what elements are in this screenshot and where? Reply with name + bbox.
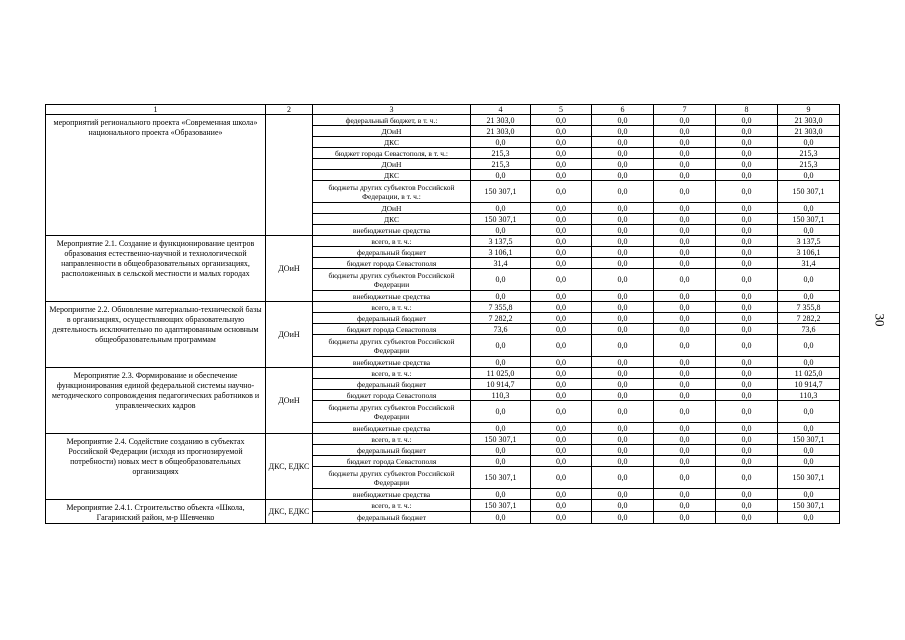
amount-cell: 0,0	[654, 126, 716, 137]
amount-cell: 11 025,0	[471, 368, 531, 379]
funding-source: внебюджетные средства	[313, 225, 471, 236]
amount-cell: 0,0	[654, 445, 716, 456]
funding-source: бюджет города Севастополя	[313, 258, 471, 269]
amount-cell: 0,0	[471, 357, 531, 368]
amount-cell: 0,0	[531, 489, 592, 500]
amount-cell: 0,0	[654, 225, 716, 236]
amount-cell: 0,0	[592, 214, 654, 225]
amount-cell: 0,0	[778, 456, 840, 467]
responsible-org	[266, 115, 313, 236]
amount-cell: 0,0	[592, 368, 654, 379]
amount-cell: 0,0	[531, 434, 592, 445]
amount-cell: 0,0	[716, 467, 778, 489]
amount-cell: 0,0	[716, 335, 778, 357]
amount-cell: 0,0	[716, 302, 778, 313]
amount-cell: 7 282,2	[778, 313, 840, 324]
measure-name: Мероприятие 2.4.1. Строительство объекта «Школа, Гагаринский район, м-р Шевченко	[46, 500, 266, 524]
amount-cell: 0,0	[716, 115, 778, 126]
amount-cell: 0,0	[592, 137, 654, 148]
amount-cell: 0,0	[592, 379, 654, 390]
measure-name: мероприятий регионального проекта «Современная школа» национального проекта «Образование»	[46, 115, 266, 236]
amount-cell: 0,0	[716, 489, 778, 500]
amount-cell: 0,0	[592, 225, 654, 236]
amount-cell: 0,0	[531, 512, 592, 524]
funding-source: федеральный бюджет	[313, 379, 471, 390]
amount-cell: 0,0	[716, 434, 778, 445]
amount-cell: 0,0	[778, 357, 840, 368]
funding-source: федеральный бюджет	[313, 512, 471, 524]
amount-cell: 0,0	[471, 489, 531, 500]
table-row	[46, 434, 840, 445]
header-cell: 1	[46, 105, 266, 115]
amount-cell: 150 307,1	[471, 467, 531, 489]
amount-cell: 0,0	[531, 258, 592, 269]
amount-cell: 0,0	[654, 214, 716, 225]
amount-cell: 3 137,5	[471, 236, 531, 247]
amount-cell: 0,0	[654, 247, 716, 258]
amount-cell: 0,0	[592, 269, 654, 291]
amount-cell: 0,0	[531, 181, 592, 203]
amount-cell: 150 307,1	[778, 434, 840, 445]
amount-cell: 3 106,1	[778, 247, 840, 258]
amount-cell: 7 355,8	[471, 302, 531, 313]
funding-source: федеральный бюджет, в т. ч.:	[313, 115, 471, 126]
amount-cell: 215,3	[471, 148, 531, 159]
amount-cell: 0,0	[531, 390, 592, 401]
amount-cell: 0,0	[716, 401, 778, 423]
responsible-org: ДКС, ЕДКС	[266, 500, 313, 524]
funding-source: бюджеты других субъектов Российской Федерации, в т. ч.:	[313, 181, 471, 203]
amount-cell: 0,0	[654, 467, 716, 489]
amount-cell: 0,0	[716, 445, 778, 456]
responsible-org: ДКС, ЕДКС	[266, 434, 313, 500]
header-cell: 4	[471, 105, 531, 115]
amount-cell: 0,0	[716, 181, 778, 203]
amount-cell: 0,0	[531, 401, 592, 423]
header-cell: 8	[716, 105, 778, 115]
amount-cell: 7 355,8	[778, 302, 840, 313]
amount-cell: 0,0	[654, 390, 716, 401]
amount-cell: 150 307,1	[471, 214, 531, 225]
amount-cell: 0,0	[471, 445, 531, 456]
amount-cell: 0,0	[592, 247, 654, 258]
amount-cell: 0,0	[716, 291, 778, 302]
amount-cell: 0,0	[778, 170, 840, 181]
amount-cell: 0,0	[654, 269, 716, 291]
amount-cell: 0,0	[531, 302, 592, 313]
funding-source: федеральный бюджет	[313, 247, 471, 258]
amount-cell: 0,0	[531, 379, 592, 390]
amount-cell: 0,0	[531, 225, 592, 236]
amount-cell: 21 303,0	[778, 115, 840, 126]
amount-cell: 150 307,1	[778, 500, 840, 512]
amount-cell: 0,0	[592, 434, 654, 445]
funding-source: всего, в т. ч.:	[313, 434, 471, 445]
amount-cell: 0,0	[654, 335, 716, 357]
amount-cell: 0,0	[531, 368, 592, 379]
amount-cell: 0,0	[716, 126, 778, 137]
amount-cell: 0,0	[592, 258, 654, 269]
amount-cell: 150 307,1	[778, 214, 840, 225]
amount-cell: 31,4	[778, 258, 840, 269]
amount-cell: 0,0	[531, 247, 592, 258]
amount-cell: 0,0	[592, 159, 654, 170]
funding-source: бюджеты других субъектов Российской Федерации	[313, 467, 471, 489]
amount-cell: 0,0	[654, 357, 716, 368]
amount-cell: 0,0	[471, 291, 531, 302]
amount-cell: 0,0	[531, 313, 592, 324]
amount-cell: 0,0	[592, 401, 654, 423]
amount-cell: 7 282,2	[471, 313, 531, 324]
amount-cell: 0,0	[531, 500, 592, 512]
table-row	[46, 500, 840, 512]
amount-cell: 0,0	[716, 148, 778, 159]
amount-cell: 0,0	[592, 203, 654, 214]
amount-cell: 0,0	[531, 170, 592, 181]
amount-cell: 150 307,1	[471, 434, 531, 445]
amount-cell: 0,0	[716, 159, 778, 170]
amount-cell: 0,0	[654, 512, 716, 524]
funding-source: бюджет города Севастополя	[313, 324, 471, 335]
amount-cell: 0,0	[654, 291, 716, 302]
amount-cell: 0,0	[654, 324, 716, 335]
amount-cell: 3 106,1	[471, 247, 531, 258]
amount-cell: 3 137,5	[778, 236, 840, 247]
header-cell: 3	[313, 105, 471, 115]
amount-cell: 0,0	[592, 500, 654, 512]
funding-source: ДКС	[313, 214, 471, 225]
amount-cell: 0,0	[592, 357, 654, 368]
amount-cell: 0,0	[778, 203, 840, 214]
funding-source: внебюджетные средства	[313, 291, 471, 302]
amount-cell: 0,0	[471, 335, 531, 357]
amount-cell: 0,0	[654, 258, 716, 269]
header-row	[46, 105, 840, 115]
funding-source: федеральный бюджет	[313, 313, 471, 324]
amount-cell: 0,0	[716, 379, 778, 390]
amount-cell: 0,0	[716, 313, 778, 324]
funding-source: внебюджетные средства	[313, 357, 471, 368]
amount-cell: 0,0	[716, 456, 778, 467]
measure-name: Мероприятие 2.4. Содействие созданию в субъектах Российской Федерации (исходя из прогнозируемой потребности) новых мест в общеобразовательных организациях	[46, 434, 266, 500]
amount-cell: 0,0	[654, 379, 716, 390]
amount-cell: 0,0	[778, 291, 840, 302]
header-cell: 7	[654, 105, 716, 115]
table-row	[46, 302, 840, 313]
amount-cell: 0,0	[471, 269, 531, 291]
amount-cell: 0,0	[654, 181, 716, 203]
amount-cell: 0,0	[654, 423, 716, 434]
funding-source: бюджет города Севастополя	[313, 456, 471, 467]
amount-cell: 110,3	[471, 390, 531, 401]
amount-cell: 0,0	[592, 512, 654, 524]
amount-cell: 0,0	[592, 335, 654, 357]
amount-cell: 0,0	[778, 512, 840, 524]
amount-cell: 0,0	[716, 368, 778, 379]
amount-cell: 0,0	[592, 302, 654, 313]
amount-cell: 0,0	[531, 291, 592, 302]
amount-cell: 0,0	[471, 170, 531, 181]
funding-source: всего, в т. ч.:	[313, 236, 471, 247]
amount-cell: 21 303,0	[778, 126, 840, 137]
amount-cell: 0,0	[592, 467, 654, 489]
amount-cell: 0,0	[592, 148, 654, 159]
amount-cell: 0,0	[471, 203, 531, 214]
amount-cell: 110,3	[778, 390, 840, 401]
funding-source: внебюджетные средства	[313, 489, 471, 500]
amount-cell: 215,3	[471, 159, 531, 170]
amount-cell: 0,0	[716, 269, 778, 291]
header-cell: 2	[266, 105, 313, 115]
amount-cell: 0,0	[471, 423, 531, 434]
amount-cell: 0,0	[531, 357, 592, 368]
amount-cell: 0,0	[471, 137, 531, 148]
amount-cell: 0,0	[654, 148, 716, 159]
amount-cell: 0,0	[716, 203, 778, 214]
amount-cell: 0,0	[592, 489, 654, 500]
amount-cell: 0,0	[654, 236, 716, 247]
amount-cell: 0,0	[654, 159, 716, 170]
amount-cell: 0,0	[471, 456, 531, 467]
amount-cell: 0,0	[654, 203, 716, 214]
amount-cell: 150 307,1	[471, 181, 531, 203]
amount-cell: 0,0	[654, 500, 716, 512]
amount-cell: 0,0	[531, 203, 592, 214]
amount-cell: 0,0	[654, 313, 716, 324]
amount-cell: 0,0	[778, 401, 840, 423]
funding-source: внебюджетные средства	[313, 423, 471, 434]
funding-source: всего, в т. ч.:	[313, 500, 471, 512]
funding-source: ДОиН	[313, 126, 471, 137]
amount-cell: 10 914,7	[778, 379, 840, 390]
amount-cell: 0,0	[778, 269, 840, 291]
amount-cell: 0,0	[716, 512, 778, 524]
measure-name: Мероприятие 2.2. Обновление материально-технической базы в организациях, осуществляющих образовательную деятельность исключительно по адаптированным основным общеобразовательным программам	[46, 302, 266, 368]
header-cell: 9	[778, 105, 840, 115]
funding-source: всего, в т. ч.:	[313, 368, 471, 379]
amount-cell: 0,0	[654, 115, 716, 126]
funding-source: бюджет города Севастополя, в т. ч.:	[313, 148, 471, 159]
responsible-org: ДОиН	[266, 302, 313, 368]
amount-cell: 150 307,1	[471, 500, 531, 512]
amount-cell: 0,0	[654, 368, 716, 379]
amount-cell: 150 307,1	[778, 181, 840, 203]
amount-cell: 73,6	[778, 324, 840, 335]
funding-source: ДОиН	[313, 159, 471, 170]
budget-table	[45, 104, 840, 524]
funding-source: бюджеты других субъектов Российской Федерации	[313, 401, 471, 423]
amount-cell: 0,0	[592, 181, 654, 203]
amount-cell: 0,0	[654, 137, 716, 148]
amount-cell: 0,0	[531, 159, 592, 170]
amount-cell: 215,3	[778, 148, 840, 159]
amount-cell: 0,0	[778, 335, 840, 357]
amount-cell: 0,0	[716, 137, 778, 148]
amount-cell: 0,0	[471, 401, 531, 423]
amount-cell: 0,0	[716, 214, 778, 225]
amount-cell: 0,0	[716, 247, 778, 258]
table-body	[46, 105, 840, 524]
amount-cell: 0,0	[716, 357, 778, 368]
amount-cell: 0,0	[716, 390, 778, 401]
amount-cell: 0,0	[716, 258, 778, 269]
funding-source: федеральный бюджет	[313, 445, 471, 456]
amount-cell: 11 025,0	[778, 368, 840, 379]
amount-cell: 0,0	[531, 137, 592, 148]
page-number: 30	[872, 313, 888, 327]
amount-cell: 0,0	[592, 126, 654, 137]
amount-cell: 0,0	[531, 148, 592, 159]
amount-cell: 0,0	[531, 115, 592, 126]
amount-cell: 0,0	[654, 302, 716, 313]
amount-cell: 0,0	[778, 423, 840, 434]
amount-cell: 0,0	[716, 423, 778, 434]
measure-name: Мероприятие 2.1. Создание и функционирование центров образования естественно-научной и технологической направленности в общеобразовательных организациях, расположенных в сельской местности и малых городах	[46, 236, 266, 302]
amount-cell: 0,0	[778, 445, 840, 456]
amount-cell: 21 303,0	[471, 115, 531, 126]
amount-cell: 31,4	[471, 258, 531, 269]
table-row	[46, 115, 840, 126]
amount-cell: 0,0	[531, 126, 592, 137]
funding-source: бюджет города Севастополя	[313, 390, 471, 401]
amount-cell: 21 303,0	[471, 126, 531, 137]
amount-cell: 0,0	[778, 225, 840, 236]
amount-cell: 0,0	[531, 467, 592, 489]
amount-cell: 0,0	[531, 423, 592, 434]
amount-cell: 0,0	[654, 170, 716, 181]
amount-cell: 0,0	[592, 170, 654, 181]
amount-cell: 0,0	[716, 170, 778, 181]
amount-cell: 0,0	[531, 456, 592, 467]
amount-cell: 0,0	[471, 225, 531, 236]
amount-cell: 0,0	[592, 291, 654, 302]
amount-cell: 215,3	[778, 159, 840, 170]
amount-cell: 0,0	[531, 445, 592, 456]
funding-source: ДКС	[313, 137, 471, 148]
measure-name: Мероприятие 2.3. Формирование и обеспечение функционирования единой федеральной системы научно-методического сопровождения педагогических работников и управленческих кадров	[46, 368, 266, 434]
amount-cell: 0,0	[654, 434, 716, 445]
amount-cell: 0,0	[716, 225, 778, 236]
funding-source: ДОиН	[313, 203, 471, 214]
responsible-org: ДОиН	[266, 368, 313, 434]
header-cell: 6	[592, 105, 654, 115]
amount-cell: 0,0	[716, 500, 778, 512]
amount-cell: 0,0	[654, 456, 716, 467]
amount-cell: 73,6	[471, 324, 531, 335]
funding-source: бюджеты других субъектов Российской Федерации	[313, 335, 471, 357]
table-row	[46, 236, 840, 247]
amount-cell: 0,0	[531, 335, 592, 357]
responsible-org: ДОиН	[266, 236, 313, 302]
amount-cell: 0,0	[531, 236, 592, 247]
funding-source: ДКС	[313, 170, 471, 181]
amount-cell: 0,0	[592, 390, 654, 401]
amount-cell: 0,0	[778, 489, 840, 500]
header-cell: 5	[531, 105, 592, 115]
amount-cell: 0,0	[716, 324, 778, 335]
amount-cell: 0,0	[531, 269, 592, 291]
amount-cell: 0,0	[592, 115, 654, 126]
amount-cell: 0,0	[592, 236, 654, 247]
amount-cell: 0,0	[778, 137, 840, 148]
amount-cell: 0,0	[716, 236, 778, 247]
amount-cell: 0,0	[654, 489, 716, 500]
amount-cell: 0,0	[592, 456, 654, 467]
amount-cell: 0,0	[592, 324, 654, 335]
funding-source: всего, в т. ч.:	[313, 302, 471, 313]
funding-source: бюджеты других субъектов Российской Федерации	[313, 269, 471, 291]
amount-cell: 0,0	[531, 214, 592, 225]
amount-cell: 0,0	[592, 423, 654, 434]
amount-cell: 0,0	[471, 512, 531, 524]
amount-cell: 0,0	[531, 324, 592, 335]
amount-cell: 150 307,1	[778, 467, 840, 489]
amount-cell: 0,0	[654, 401, 716, 423]
amount-cell: 0,0	[592, 445, 654, 456]
table-row	[46, 368, 840, 379]
amount-cell: 0,0	[592, 313, 654, 324]
amount-cell: 10 914,7	[471, 379, 531, 390]
